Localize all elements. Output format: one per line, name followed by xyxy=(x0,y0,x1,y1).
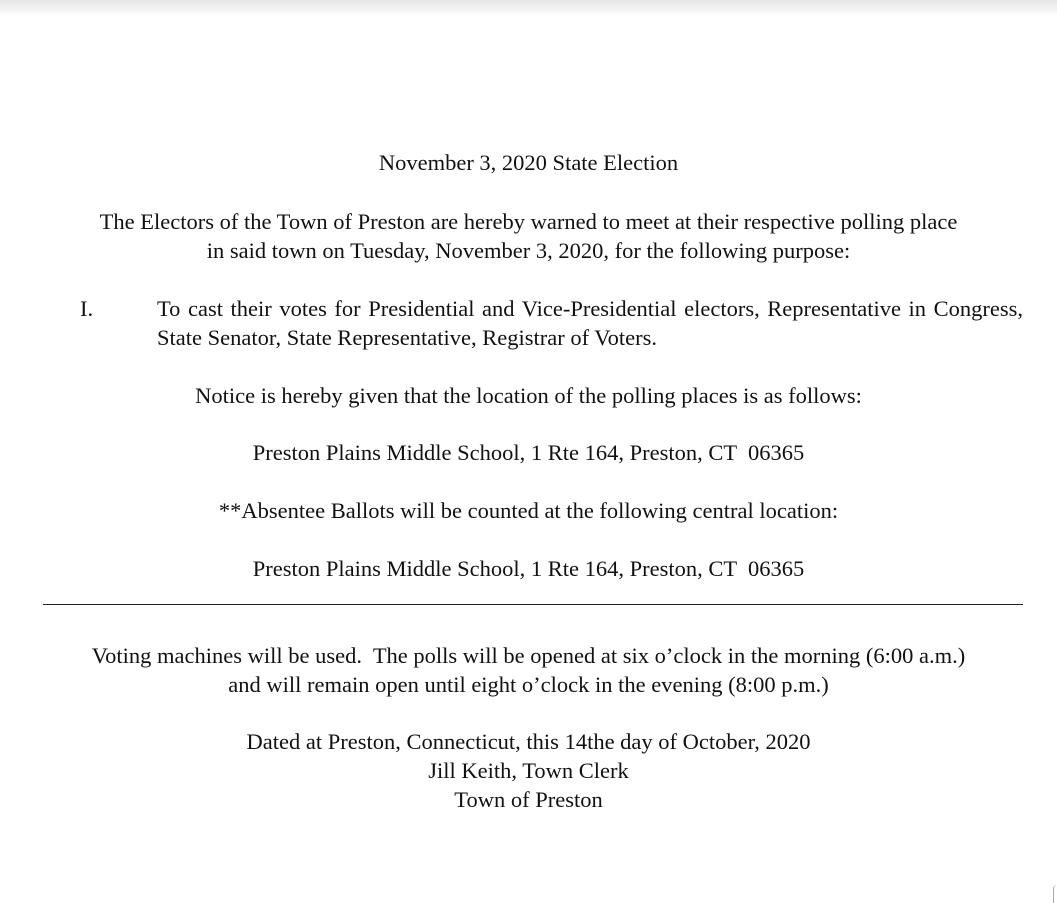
clerk-name: Jill Keith, Town Clerk xyxy=(428,758,629,783)
absentee-location: Preston Plains Middle School, 1 Rte 164, Preston, CT 06365 xyxy=(252,556,805,581)
town-name: Town of Preston xyxy=(454,787,603,812)
item-number: I. xyxy=(80,296,94,321)
polling-location: Preston Plains Middle School, 1 Rte 164, Preston, CT 06365 xyxy=(252,440,805,465)
viewer-top-shadow xyxy=(0,0,1057,16)
hours-line-1: Voting machines will be used. The polls will be opened at six o’clock in the morning (6:00 a.m.) xyxy=(91,643,966,668)
document-title: November 3, 2020 State Election xyxy=(378,150,679,175)
intro-line-1: The Electors of the Town of Preston are hereby warned to meet at their respective polling place xyxy=(99,209,958,234)
polling-notice: Notice is hereby given that the location of the polling places is as follows: xyxy=(195,383,862,408)
dated-line: Dated at Preston, Connecticut, this 14the day of October, 2020 xyxy=(246,729,811,754)
intro-line-2: in said town on Tuesday, November 3, 2020, for the following purpose: xyxy=(206,238,851,263)
absentee-notice: **Absentee Ballots will be counted at the following central location: xyxy=(218,498,839,523)
hours-line-2: and will remain open until eight o’clock in the evening (8:00 p.m.) xyxy=(228,672,829,697)
page-corner xyxy=(1053,885,1057,903)
item-text: To cast their votes for Presidential and Vice-Presidential electors, Representative in Congress, State Senator, State Representative, Registrar of Voters. xyxy=(157,296,1023,350)
horizontal-divider xyxy=(43,604,1023,605)
